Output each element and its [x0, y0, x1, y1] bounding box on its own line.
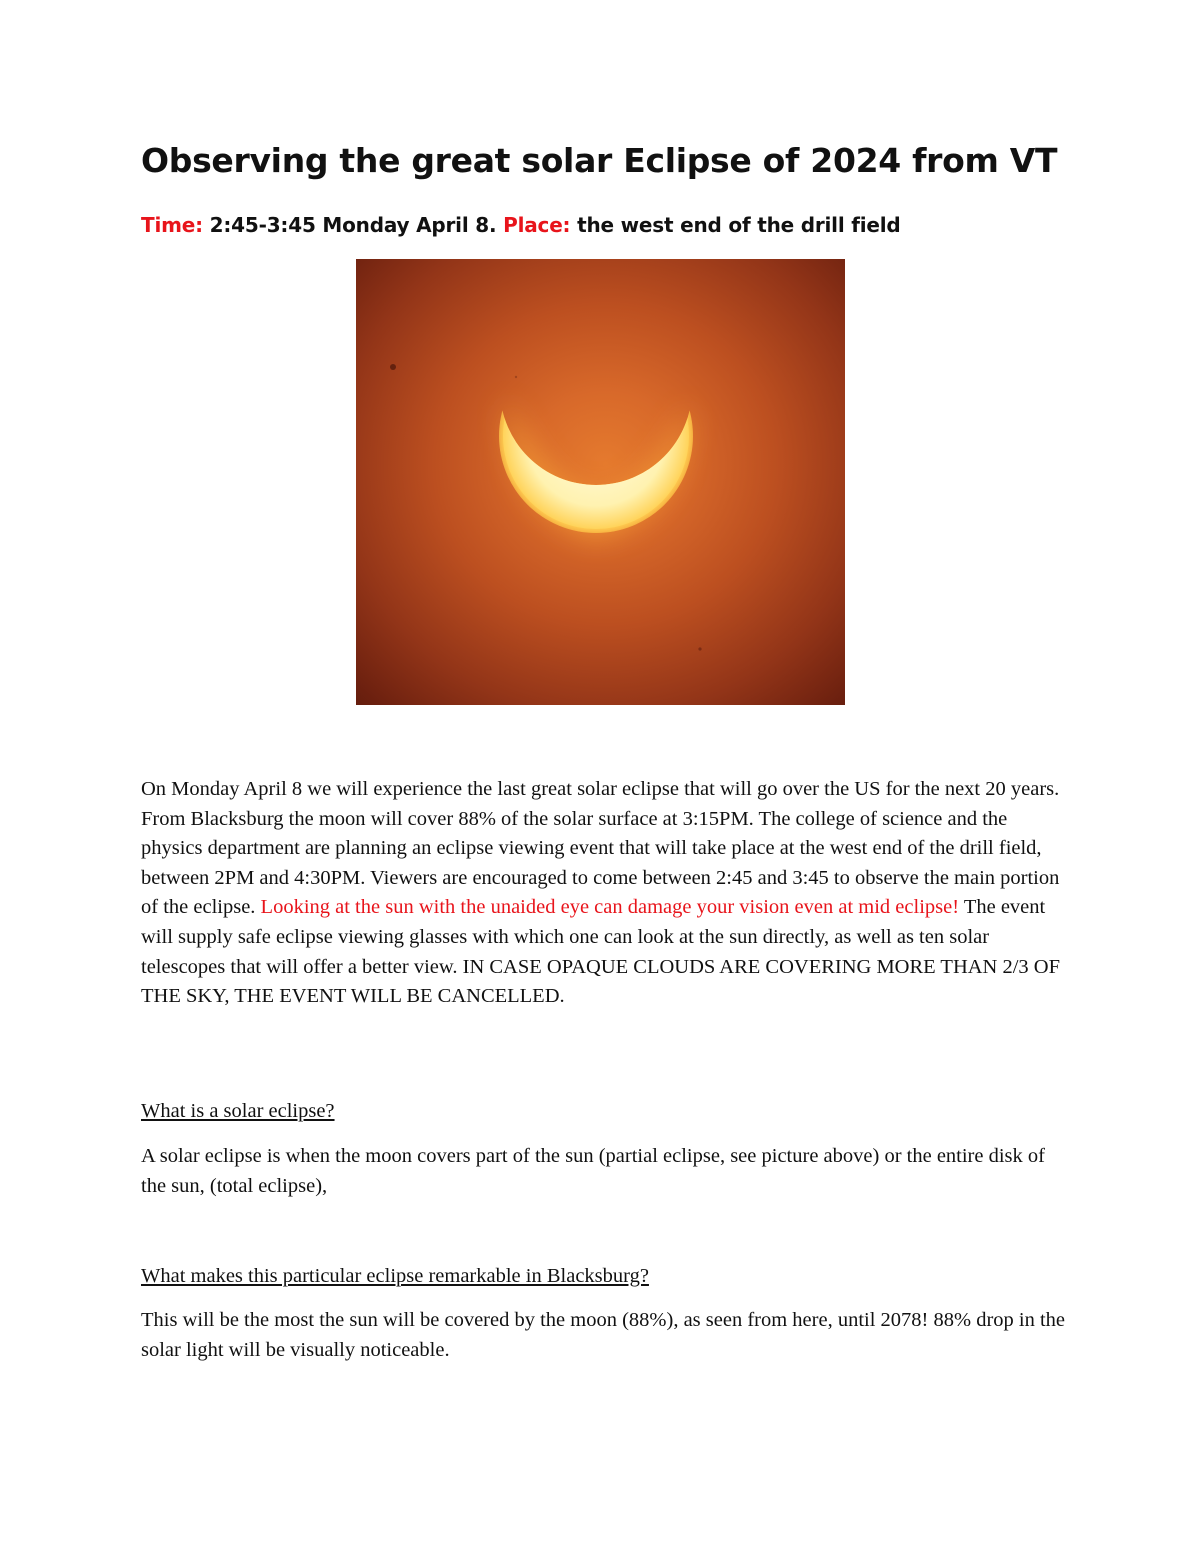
- intro-text-before: On Monday April 8 we will experience the last great solar eclipse that will go over the US for the next 20 years. From Blacksburg the moon will cover 88% of the solar surface at 3:15PM. The college of science and the physics department are planning an eclipse viewing event that will take place at the west end of the drill field, between 2PM and 4:30PM. Viewers are encouraged to come between 2:45 and 3:45 to observe the main portion of the eclipse.: [141, 778, 1060, 919]
- sun-crescent: [503, 343, 689, 529]
- page-title: Observing the great solar Eclipse of 2024 from VT: [141, 141, 1058, 180]
- section-heading-remarkable: What makes this particular eclipse remarkable in Blacksburg?: [141, 1265, 649, 1287]
- event-details: [141, 213, 901, 237]
- dust-spot: [515, 376, 517, 378]
- section-body-what-is-eclipse: A solar eclipse is when the moon covers part of the sun (partial eclipse, see picture above) or the entire disk of the sun, (total eclipse),: [141, 1145, 1045, 1197]
- section-body-remarkable: This will be the most the sun will be covered by the moon (88%), as seen from here, until 2078! 88% drop in the solar light will be visually noticeable.: [141, 1309, 1066, 1361]
- dust-spot: [698, 647, 701, 650]
- eclipse-photo: [356, 259, 845, 705]
- time-label: Time:: [141, 213, 203, 237]
- safety-warning: Looking at the sun with the unaided eye can damage your vision even at mid eclipse!: [260, 896, 960, 919]
- place-label: Place:: [503, 213, 571, 237]
- intro-paragraph: [141, 775, 1071, 1012]
- section-heading-what-is-eclipse: What is a solar eclipse?: [141, 1100, 335, 1122]
- eclipse-crescent-image: [356, 259, 845, 705]
- time-value: 2:45-3:45 Monday April 8.: [209, 213, 497, 237]
- place-value: the west end of the drill field: [577, 213, 901, 237]
- intro-text-after: The event will supply safe eclipse viewing glasses with which one can look at the sun directly, as well as ten solar telescopes that will offer a better view. IN CASE OPAQUE CLOUDS ARE COVERING MORE THAN 2/3 OF THE SKY, THE EVENT WILL BE CANCELLED.: [141, 896, 1061, 1008]
- dust-spot: [390, 364, 396, 370]
